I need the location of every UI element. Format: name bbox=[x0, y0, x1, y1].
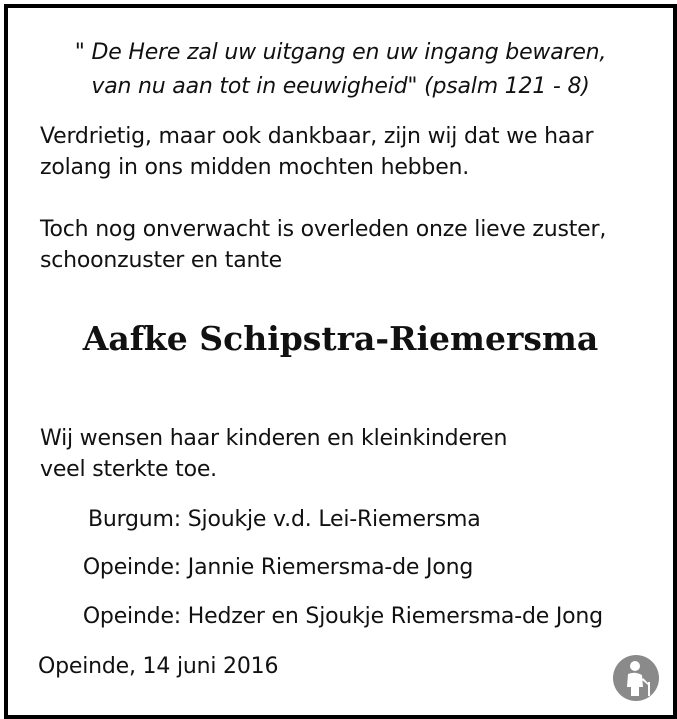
place-and-date: Opeinde, 14 juni 2016 bbox=[38, 654, 279, 679]
relative-row bbox=[8, 604, 603, 629]
deceased-name: Aafke Schipstra-Riemersma bbox=[82, 319, 599, 358]
relative-names: Sjoukje v.d. Lei-Riemersma bbox=[187, 507, 481, 532]
relative-row bbox=[8, 555, 473, 580]
relative-place: Opeinde: bbox=[82, 604, 181, 629]
relative-names: Hedzer en Sjoukje Riemersma-de Jong bbox=[187, 604, 603, 629]
mourning-figure-logo-icon bbox=[612, 654, 660, 702]
wish-line-1: Wij wensen haar kinderen en kleinkinderen bbox=[40, 426, 508, 451]
relative-names: Jannie Riemersma-de Jong bbox=[187, 555, 474, 580]
relative-place: Opeinde: bbox=[82, 555, 181, 580]
announcement-line-2: schoonzuster en tante bbox=[40, 248, 283, 273]
relative-place: Burgum: bbox=[87, 507, 181, 532]
wish-line-2: veel sterkte toe. bbox=[40, 457, 217, 482]
psalm-quote-line-1: " De Here zal uw uitgang en uw ingang bewaren, bbox=[74, 40, 607, 65]
announcement-line-1: Toch nog onverwacht is overleden onze lieve zuster, bbox=[40, 217, 607, 242]
intro-line-2: zolang in ons midden mochten hebben. bbox=[40, 155, 470, 180]
obituary-card bbox=[4, 4, 677, 719]
intro-line-1: Verdrietig, maar ook dankbaar, zijn wij dat we haar bbox=[40, 124, 594, 149]
psalm-quote-line-2: van nu aan tot in eeuwigheid" (psalm 121 - 8) bbox=[91, 74, 590, 99]
relative-row bbox=[8, 507, 481, 532]
